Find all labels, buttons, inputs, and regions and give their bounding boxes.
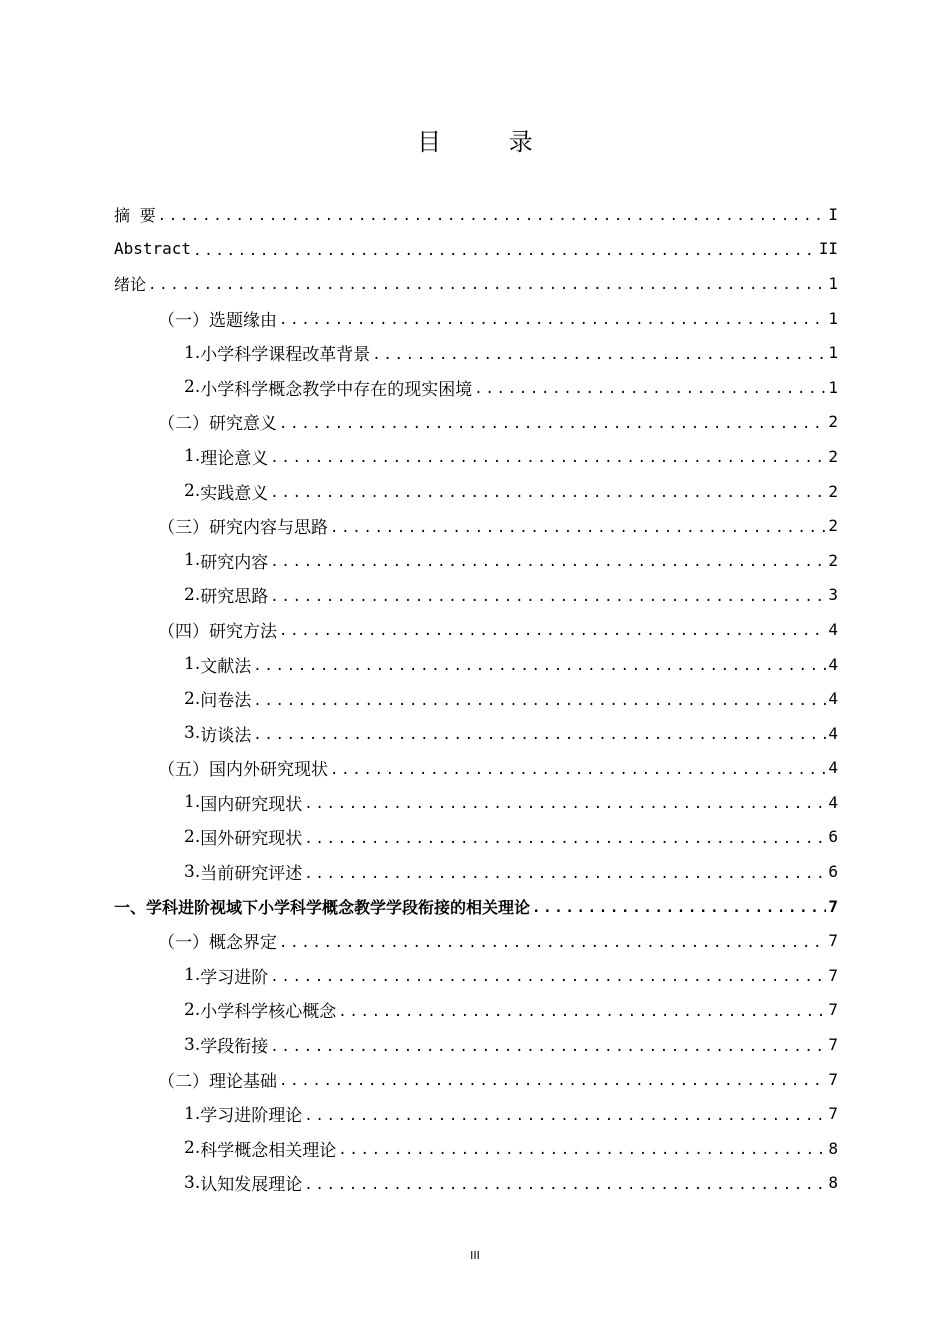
- dot-leader: [253, 727, 826, 743]
- toc-entry[interactable]: [114, 405, 838, 440]
- toc-entry[interactable]: [114, 508, 838, 543]
- dot-leader: [270, 554, 826, 570]
- toc-entry-page: 7: [828, 1035, 838, 1055]
- toc-entry-page: 7: [828, 965, 838, 985]
- dot-leader: [279, 935, 826, 951]
- toc-entry-page: 7: [828, 1000, 838, 1020]
- toc-entry-number: （一）: [158, 933, 209, 954]
- toc-entry-number: 1.: [184, 654, 201, 675]
- dot-leader: [338, 1004, 826, 1020]
- toc-entry-label: 访谈法: [200, 725, 252, 746]
- toc-entry-label: 理论基础: [209, 1071, 277, 1092]
- toc-entry-label: 当前研究评述: [200, 864, 303, 885]
- toc-entry-label: 研究思路: [200, 587, 269, 608]
- toc-entry-number: 2.: [184, 688, 201, 709]
- dot-leader: [304, 866, 826, 882]
- toc-entry-label: 学习进阶: [200, 967, 269, 988]
- toc-entry-label: 问卷法: [200, 691, 252, 712]
- dot-leader: [270, 1039, 826, 1055]
- toc-entry-page: 4: [828, 723, 838, 743]
- toc-entry-page: 3: [828, 585, 838, 605]
- toc-entry[interactable]: [114, 335, 838, 370]
- toc-entry[interactable]: [114, 751, 838, 786]
- toc-entry-label: 文献法: [200, 656, 252, 677]
- toc-entry-label: 研究内容: [200, 552, 269, 573]
- toc-entry-number: 2.: [184, 1138, 201, 1159]
- toc-entry-page: 8: [828, 1138, 838, 1158]
- toc-entry-label: 学习进阶理论: [200, 1106, 303, 1127]
- toc-entry[interactable]: [114, 1027, 838, 1062]
- toc-entry-number: （五）: [158, 760, 209, 781]
- dot-leader: [338, 1142, 826, 1158]
- toc-entry[interactable]: [114, 543, 838, 578]
- toc-entry[interactable]: [114, 923, 838, 958]
- dot-leader: [304, 1177, 826, 1193]
- toc-entry-number: （三）: [158, 518, 209, 539]
- toc-entry-number: （二）: [158, 414, 209, 435]
- dot-leader: [270, 589, 826, 605]
- toc-entry-number: 2.: [184, 584, 201, 605]
- toc-entry-page: 1: [828, 377, 838, 397]
- toc-entry[interactable]: [114, 1131, 838, 1166]
- toc-entry[interactable]: [114, 993, 838, 1028]
- dot-leader: [158, 208, 826, 224]
- toc-entry[interactable]: [114, 889, 838, 924]
- toc-entry-page: 2: [828, 412, 838, 432]
- toc-entry[interactable]: [114, 197, 838, 232]
- toc-entry-page: 1: [828, 273, 838, 293]
- toc-entry-page: 4: [828, 654, 838, 674]
- toc-entry-number: 1.: [184, 965, 201, 986]
- toc-entry[interactable]: [114, 1062, 838, 1097]
- toc-entry[interactable]: [114, 578, 838, 613]
- toc-entry-label: 学科进阶视域下小学科学概念教学学段衔接的相关理论: [146, 897, 531, 917]
- toc-entry-label: 选题缘由: [209, 310, 277, 331]
- toc-entry-number: 2.: [184, 377, 201, 398]
- toc-entry-label: 概念界定: [209, 933, 277, 954]
- toc-entry-number: 3.: [184, 861, 201, 882]
- toc-entry-page: 4: [828, 689, 838, 709]
- toc-entry-label: 小学科学核心概念: [200, 1002, 337, 1023]
- toc-entry-number: 1.: [184, 446, 201, 467]
- toc-entry-label: 实践意义: [200, 483, 269, 504]
- dot-leader: [279, 623, 826, 639]
- toc-entry-page: 4: [828, 758, 838, 778]
- toc-entry-number: （二）: [158, 1071, 209, 1092]
- toc-entry-label: 小学科学概念教学中存在的现实困境: [200, 379, 473, 400]
- table-of-contents: [114, 197, 838, 1200]
- page-number: III: [470, 1249, 480, 1262]
- toc-entry-page: 7: [828, 1104, 838, 1124]
- toc-entry-label: 国内研究现状: [200, 794, 303, 815]
- dot-leader: [270, 450, 826, 466]
- toc-entry[interactable]: [114, 266, 838, 301]
- toc-entry-number: （一）: [158, 310, 209, 331]
- dot-leader: [330, 520, 826, 536]
- toc-entry-number: 3.: [184, 723, 201, 744]
- dot-leader: [372, 347, 826, 363]
- toc-entry-label: 研究意义: [209, 414, 277, 435]
- toc-entry-number: 1.: [184, 550, 201, 571]
- dot-leader: [270, 485, 826, 501]
- toc-entry-label: 小学科学课程改革背景: [200, 345, 371, 366]
- toc-entry-label: 理论意义: [200, 448, 269, 469]
- toc-entry-number: 3.: [184, 1172, 201, 1193]
- toc-entry-page: 1: [828, 343, 838, 363]
- dot-leader: [532, 900, 826, 916]
- toc-entry-page: 7: [828, 1069, 838, 1089]
- dot-leader: [148, 277, 826, 293]
- toc-entry-label: 国外研究现状: [200, 829, 303, 850]
- toc-entry-page: 7: [828, 931, 838, 951]
- dot-leader: [279, 312, 826, 328]
- toc-entry-page: 2: [828, 481, 838, 501]
- toc-entry[interactable]: [114, 681, 838, 716]
- dot-leader: [304, 1108, 826, 1124]
- toc-entry[interactable]: [114, 612, 838, 647]
- dot-leader: [279, 1073, 826, 1089]
- toc-entry-page: 1: [828, 308, 838, 328]
- toc-entry-label: 认知发展理论: [200, 1175, 303, 1196]
- toc-entry-number: 3.: [184, 1034, 201, 1055]
- toc-entry-page: 6: [828, 862, 838, 882]
- toc-entry-number: （四）: [158, 621, 209, 642]
- toc-entry-label: Abstract: [114, 239, 192, 259]
- toc-entry[interactable]: [114, 647, 838, 682]
- dot-leader: [253, 693, 826, 709]
- toc-entry-number: 2.: [184, 826, 201, 847]
- toc-entry-page: 8: [828, 1173, 838, 1193]
- toc-entry[interactable]: [114, 1166, 838, 1201]
- toc-entry-page: 2: [828, 550, 838, 570]
- toc-entry[interactable]: [114, 854, 838, 889]
- toc-entry[interactable]: [114, 785, 838, 820]
- dot-leader: [279, 416, 826, 432]
- dot-leader: [193, 243, 817, 259]
- toc-entry-page: 7: [828, 896, 838, 916]
- dot-leader: [304, 831, 826, 847]
- toc-entry-number: 1.: [184, 1103, 201, 1124]
- dot-leader: [253, 658, 826, 674]
- toc-entry-label: 国内外研究现状: [209, 760, 328, 781]
- dot-leader: [304, 796, 826, 812]
- toc-entry-label: 科学概念相关理论: [200, 1140, 337, 1161]
- toc-entry-page: I: [828, 204, 838, 224]
- toc-entry[interactable]: [114, 370, 838, 405]
- toc-entry-page: 4: [828, 619, 838, 639]
- toc-entry[interactable]: [114, 301, 838, 336]
- toc-entry-label: 绪论: [114, 274, 147, 294]
- toc-entry-number: 一、: [114, 897, 147, 917]
- toc-entry-number: 2.: [184, 999, 201, 1020]
- toc-entry[interactable]: [114, 474, 838, 509]
- toc-entry[interactable]: [114, 958, 838, 993]
- toc-entry-label: 研究内容与思路: [209, 518, 328, 539]
- toc-entry-page: 6: [828, 827, 838, 847]
- toc-entry-number: 2.: [184, 481, 201, 502]
- toc-entry-label: 摘 要: [114, 205, 156, 225]
- toc-entry-number: 1.: [184, 792, 201, 813]
- dot-leader: [330, 762, 826, 778]
- toc-entry[interactable]: [114, 439, 838, 474]
- toc-entry-page: 4: [828, 792, 838, 812]
- toc-entry[interactable]: [114, 1096, 838, 1131]
- toc-entry-label: 研究方法: [209, 621, 277, 642]
- toc-entry-label: 学段衔接: [200, 1037, 269, 1058]
- toc-entry[interactable]: [114, 232, 838, 267]
- toc-entry-page: 2: [828, 516, 838, 536]
- page-title: 目 录: [417, 128, 563, 156]
- toc-entry-number: 1.: [184, 342, 201, 363]
- toc-entry[interactable]: [114, 820, 838, 855]
- toc-entry[interactable]: [114, 716, 838, 751]
- dot-leader: [474, 381, 826, 397]
- dot-leader: [270, 969, 826, 985]
- toc-entry-page: II: [818, 239, 838, 259]
- toc-entry-page: 2: [828, 446, 838, 466]
